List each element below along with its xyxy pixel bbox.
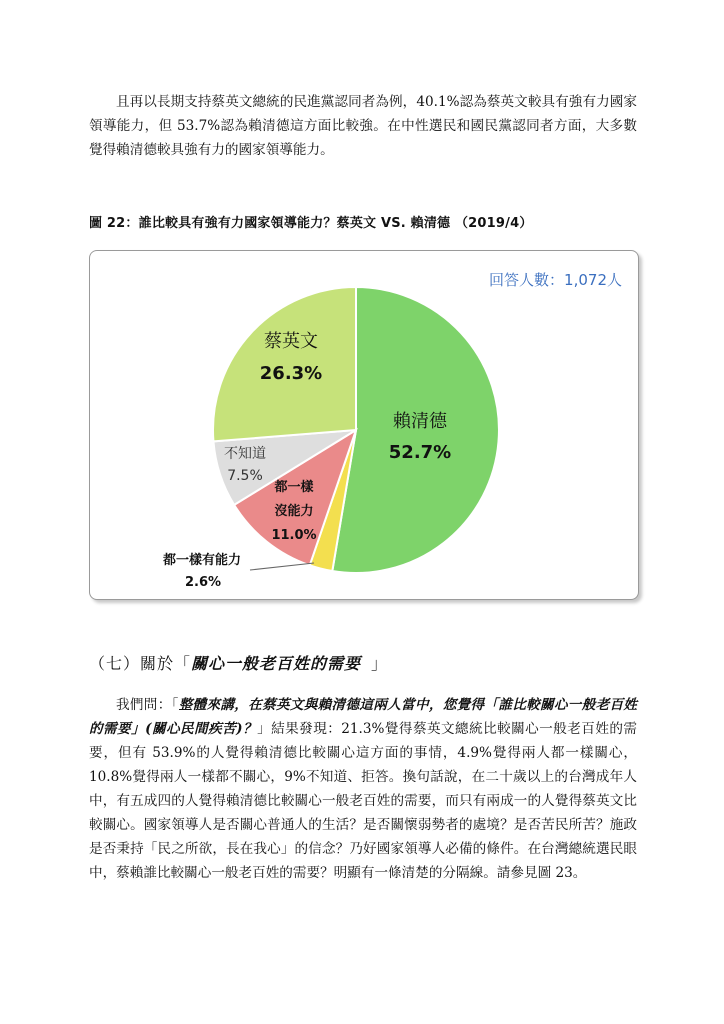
label-unknown-name: 不知道	[224, 446, 266, 462]
question-lead: 我們問：「	[116, 697, 179, 713]
label-lai-name: 賴清德	[393, 411, 447, 432]
label-both-able-name: 都一樣有能力	[162, 553, 242, 568]
section-heading-topic: 關心一般老百姓的需要	[191, 654, 362, 673]
respondents-count: 回答人數：1,072人	[489, 271, 622, 289]
label-tsai-name: 蔡英文	[264, 331, 318, 352]
leader-line-both-able	[250, 563, 314, 570]
pie-chart	[90, 251, 638, 599]
figure-caption: 圖 22：誰比較具有強有力國家領導能力？蔡英文 VS. 賴清德 （2019/4）	[89, 216, 533, 231]
label-unknown-value: 7.5%	[227, 468, 263, 484]
label-both-able-value: 2.6%	[184, 575, 222, 590]
label-both-unable-line1: 都一樣	[274, 480, 314, 495]
pie-chart-frame	[89, 250, 639, 600]
question-paragraph	[89, 693, 637, 885]
section-heading-prefix: （七）關於「	[89, 654, 192, 673]
label-tsai-value: 26.3%	[259, 363, 323, 384]
label-lai-value: 52.7%	[388, 442, 452, 463]
question-text: 整體來講，在蔡英文與賴清德這兩人當中，您覺得「誰比較關心一般老百姓的需要」(關心民間疾苦)？	[89, 697, 637, 737]
label-both-unable-value: 11.0%	[271, 528, 317, 543]
intro-paragraph: 且再以長期支持蔡英文總統的民進黨認同者為例，40.1%認為蔡英文較具有強有力國家領導能力，但 53.7%認為賴清德這方面比較強。在中性選民和國民黨認同者方面，大多數覺得賴清德較具強有力的國家領導能力。	[89, 94, 637, 158]
question-results: 」結果發現：21.3%覺得蔡英文總統比較關心一般老百姓的需要，但有 53.9%的人覺得賴清德比較關心這方面的事情，4.9%覺得兩人都一樣關心，10.8%覺得兩人一樣都不關心，9%不知道、拒答。換句話說，在二十歲以上的台灣成年人中，有五成四的人覺得賴清德比較關心一般老百姓的需要，而只有兩成一的人覺得蔡英文比較關心。國家領導人是否關心普通人的生活？是否關懷弱勢者的處境？是否苦民所苦？施政是否秉持「民之所欲，長在我心」的信念？乃好國家領導人必備的條件。在台灣總統選民眼中，蔡賴誰比較關心一般老百姓的需要？明顯有一條清楚的分隔線。請參見圖 23。	[89, 721, 637, 881]
section-heading-suffix: 」	[371, 654, 389, 673]
label-both-unable-line2: 沒能力	[274, 504, 314, 519]
section-heading	[89, 651, 637, 674]
